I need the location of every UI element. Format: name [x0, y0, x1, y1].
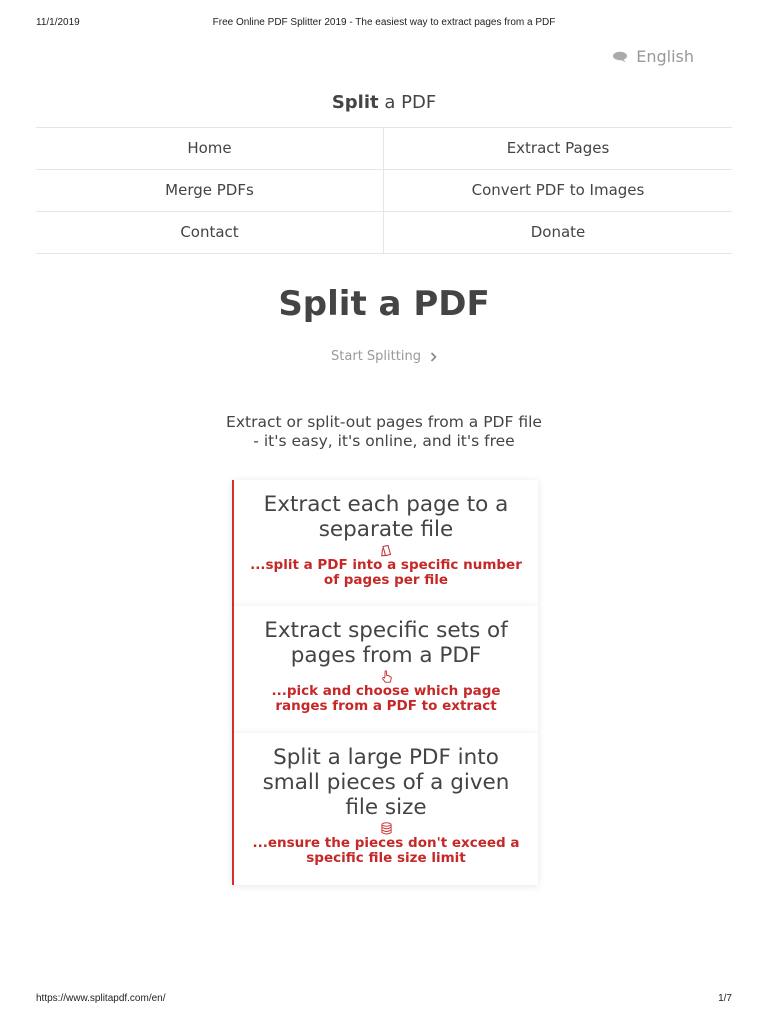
main-nav: [36, 127, 732, 254]
pointing-hand-icon: [380, 670, 393, 683]
option-cards: [232, 480, 538, 885]
card-extract-each-page[interactable]: [232, 480, 538, 606]
nav-contact[interactable]: Contact: [36, 212, 384, 254]
card-extract-specific-sets[interactable]: [232, 606, 538, 733]
page-title: Split a PDF: [278, 284, 490, 324]
nav-extract-pages[interactable]: Extract Pages: [384, 128, 732, 170]
site-brand[interactable]: [0, 92, 768, 113]
card-title: Extract each page to a separate file: [263, 492, 509, 542]
nav-donate[interactable]: Donate: [384, 212, 732, 254]
card-title: Split a large PDF into small pieces of a given file size: [262, 745, 510, 820]
nav-merge-pdfs[interactable]: Merge PDFs: [36, 170, 384, 212]
card-subtitle: ...pick and choose which page ranges from a PDF to extract: [271, 683, 501, 714]
document-copy-icon: [380, 544, 393, 557]
card-subtitle: ...ensure the pieces don't exceed a specific file size limit: [252, 835, 520, 866]
language-label: English: [636, 47, 694, 66]
card-subtitle: ...split a PDF into a specific number of pages per file: [250, 557, 522, 588]
print-date: 11/1/2019: [36, 17, 80, 28]
intro-text: Extract or split-out pages from a PDF file - it's easy, it's online, and it's free: [226, 413, 542, 450]
start-splitting-link[interactable]: [0, 349, 768, 364]
card-split-by-size[interactable]: [232, 733, 538, 885]
start-splitting-label: Start Splitting: [331, 349, 421, 364]
language-selector[interactable]: [612, 47, 694, 66]
speech-bubble-icon: [612, 51, 628, 63]
print-title: Free Online PDF Splitter 2019 - The easiest way to extract pages from a PDF: [212, 17, 556, 28]
database-icon: [380, 822, 393, 835]
card-title: Extract specific sets of pages from a PDF: [264, 618, 508, 668]
nav-convert-pdf-to-images[interactable]: Convert PDF to Images: [384, 170, 732, 212]
print-page-number: 1/7: [718, 993, 732, 1004]
brand-rest: a PDF: [378, 92, 437, 113]
chevron-right-icon: [430, 352, 437, 362]
print-url: https://www.splitapdf.com/en/: [36, 993, 166, 1004]
nav-home[interactable]: Home: [36, 128, 384, 170]
brand-bold: Split: [331, 92, 379, 113]
